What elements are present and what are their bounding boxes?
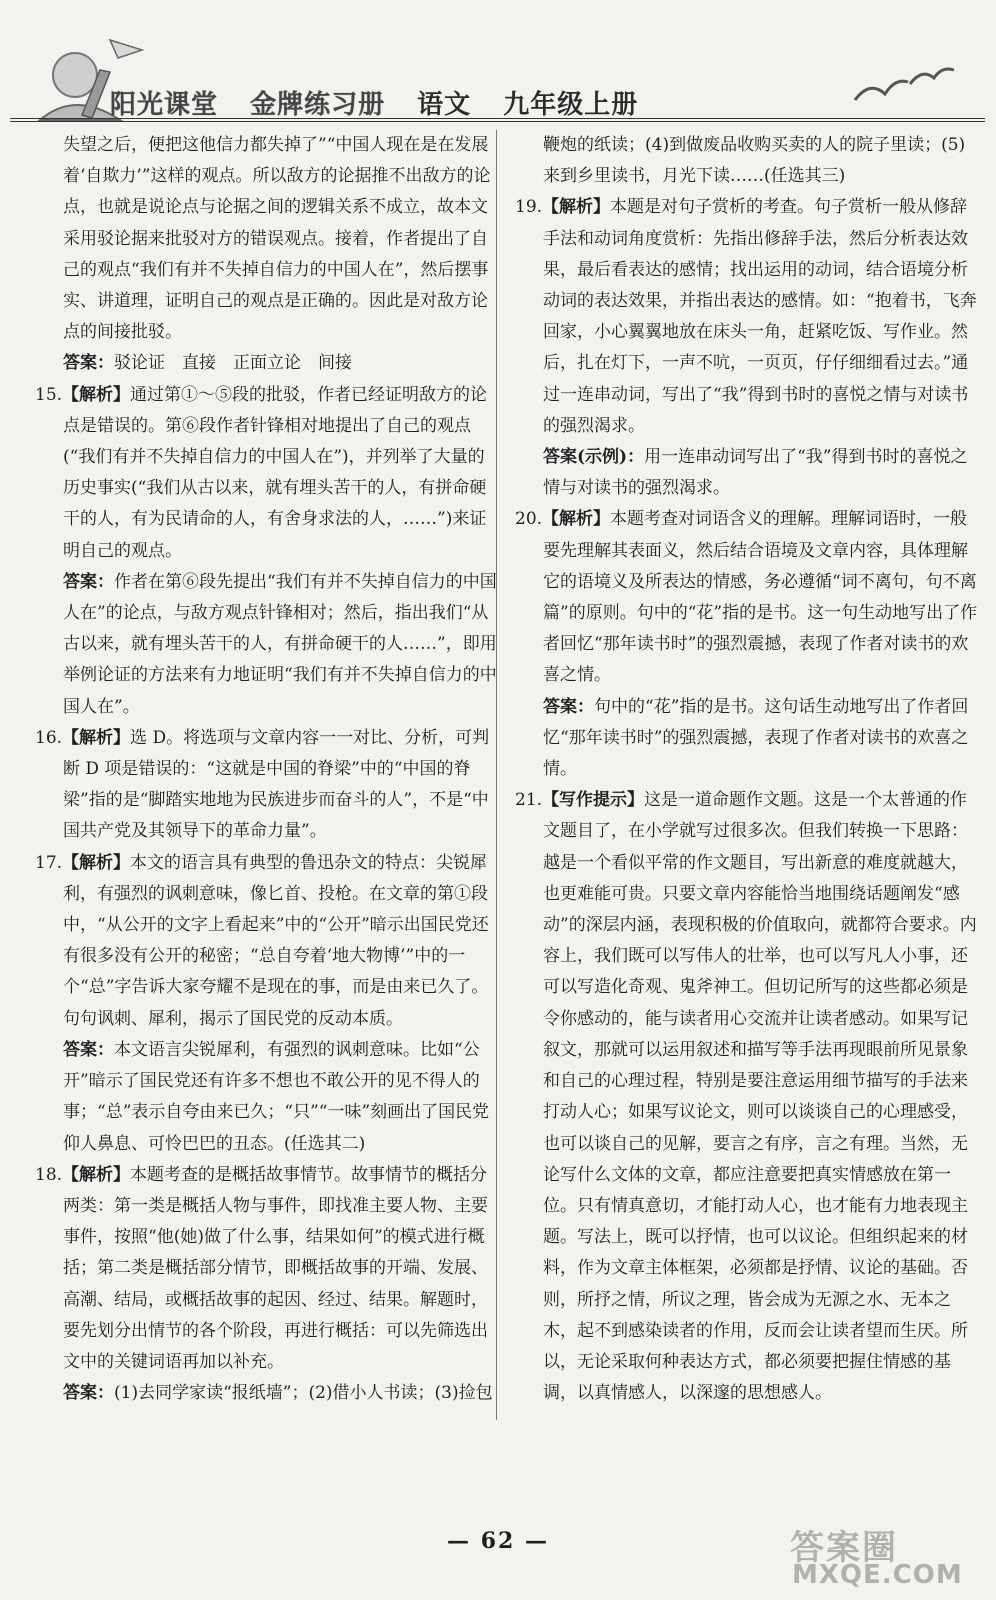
- question-number: 16.: [35, 727, 63, 748]
- answer-label: 答案：: [543, 696, 594, 717]
- answer-text: 句中的“花”指的是书。这句话生动地写出了作者回忆“那年读书时”的强烈震撼，表现了作者对读书的欢喜之情。: [543, 696, 969, 780]
- watermark-text: 答案圈: [790, 1528, 898, 1568]
- subject-name: 语文: [417, 90, 472, 120]
- header-rule: [10, 118, 985, 122]
- analysis-tag: 【解析】: [62, 384, 131, 405]
- brand-name: 阳光课堂: [110, 90, 219, 120]
- answer-label: 答案：: [63, 1383, 114, 1404]
- answer-label: 答案：: [63, 1039, 114, 1060]
- watermark-url: MXQE.COM: [792, 1560, 963, 1590]
- analysis-text: 本题是对句子赏析的考查。句子赏析一般从修辞手法和动词角度赏析：先指出修辞手法，然后分析表达效果，最后看表达的感情；找出运用的动词，结合语境分析动词的表达效果，并指出表达的感情。如：“抱着书，飞奔回家，小心翼翼地放在床头一角，赶紧吃饭、写作业。然后，扎在灯下，一声不吭，一页页，仔仔细细看过去。”通过一连串动词，写出了“我”得到书时的喜悦之情与对读书的强烈渴求。: [543, 197, 977, 436]
- question-19-answer: [515, 442, 980, 504]
- right-column: [515, 130, 980, 1409]
- question-20-analysis: [515, 504, 980, 691]
- analysis-text: 通过第①～⑤段的批驳，作者已经证明敌方的论点是错误的。第⑥段作者针锋相对地提出了自己的观点(“我们有并不失掉自信力的中国人在”)，并列举了大量的历史事实(“我们从古以来，就有埋头苦干的人，有拼命硬干的人，有为民请命的人，有舍身求法的人，……”)来证明自己的观点。: [63, 384, 488, 561]
- intro-answer: [35, 348, 500, 379]
- header-brand: [110, 84, 660, 121]
- answer-text: 驳论证 直接 正面立论 间接: [114, 353, 352, 374]
- analysis-text: 本题考查对词语含义的理解。理解词语时，一般要先理解其表面义，然后结合语境及文章内容，具体理解它的语境义及所表达的情感，务必遵循“词不离句，句不离篇”的原则。句中的“花”指的是书。这一句生动地写出了作者回忆“那年读书时”的强烈震撼，表现了作者对读书的欢喜之情。: [543, 509, 978, 686]
- writing-tips-text: 这是一道命题作文题。这是一个太普通的作文题目了，在小学就写过很多次。但我们转换一下思路：越是一个看似平常的作文题目，写出新意的难度就越大，也更难能可贵。只要文章内容能恰当地围绕话题阐发“感动”的深层内涵，表现积极的价值取向，就都符合要求。内容上，我们既可以写伟人的壮举，也可以写凡人小事，还可以写造化奇观、鬼斧神工。但切记所写的这些都必须是令你感动的，能与读者用心交流并让读者感动。如果写记叙文，那就可以运用叙述和描写等手法再现眼前所见景象和自己的心理过程，特别是要注意运用细节描写的手法来打动人心；如果写议论文，则可以谈谈自己的心理感受，也可以谈自己的见解，要言之有序，言之有理。当然，无论写什么文体的文章，都应注意要把真实情感放在第一位。只有情真意切，才能打动人心，也才能有力地表现主题。写法上，既可以抒情，也可以议论。但组织起来的材料，作为文章主体框架，必须都是抒情、议论的基础。否则，所抒之情，所议之理，皆会成为无源之水、无本之木，起不到感染读者的作用，反而会让读者望而生厌。所以，无论采取何种表达方式，都必须要把握住情感的基调，以真情感人，以深邃的思想感人。: [543, 790, 977, 1404]
- analysis-text: 选 D。将选项与文章内容一一对比、分析，可判断 D 项是错误的：“这就是中国的脊梁”中的“中国的脊梁”指的是“脚踏实地地为民族进步而奋斗的人”，不是“中国共产党及其领导下的革命力量”。: [63, 727, 490, 842]
- question-17-answer: [35, 1035, 500, 1160]
- question-17-analysis: [35, 848, 500, 1035]
- question-15-answer: [35, 567, 500, 723]
- flying-birds-icon: [850, 60, 960, 110]
- question-number: 19.: [515, 197, 543, 218]
- page-number: — 62 —: [447, 1528, 549, 1554]
- question-19-analysis: [515, 192, 980, 442]
- site-watermark: [790, 1520, 990, 1592]
- answer-text: 本文语言尖锐犀利，有强烈的讽刺意味。比如“公开”暗示了国民党还有许多不想也不敢公开的见不得人的事；“总”表示自夸由来已久；“只”“一味”刻画出了国民党仰人鼻息、可怜巴巴的丑态。(任选其二): [63, 1039, 490, 1154]
- sun-logo-icon: [30, 20, 150, 140]
- writing-tips-tag: 【写作提示】: [542, 790, 645, 811]
- question-number: 18.: [35, 1164, 63, 1185]
- left-column: [35, 130, 500, 1409]
- analysis-tag: 【解析】: [62, 1164, 131, 1185]
- question-18-analysis: [35, 1160, 500, 1378]
- question-number: 20.: [515, 509, 543, 530]
- analysis-tag: 【解析】: [542, 197, 611, 218]
- question-20-answer: [515, 692, 980, 786]
- grade-name: 九年级上册: [503, 90, 639, 120]
- series-name: 金牌练习册: [250, 90, 386, 120]
- answer-label: 答案：: [63, 571, 114, 592]
- intro-analysis-continued: 失望之后，便把这他信力都失掉了”“中国人现在是在发展着‘自欺力’”这样的观点。所以敌方的论据推不出敌方的论点，也就是说论点与论据之间的逻辑关系不成立，故本文采用驳论据来批驳对方的错误观点。接着，作者提出了自己的观点“我们有并不失掉自信力的中国人在”，然后摆事实、讲道理，证明自己的观点是正确的。因此是对敌方论点的间接批驳。: [63, 135, 491, 343]
- question-18-answer-continued: 鞭炮的纸读；(4)到做废品收购买卖的人的院子里读；(5)来到乡里读书，月光下读……(任选其三): [543, 135, 966, 187]
- answer-label: 答案：: [63, 353, 114, 374]
- analysis-tag: 【解析】: [62, 852, 131, 873]
- question-number: 21.: [515, 790, 543, 811]
- analysis-tag: 【解析】: [542, 509, 611, 530]
- question-number: 15.: [35, 384, 63, 405]
- analysis-text: 本题考查的是概括故事情节。故事情节的概括分两类：第一类是概括人物与事件，即找准主要人物、主要事件，按照“他(她)做了什么事，结果如何”的模式进行概括；第二类是概括部分情节，即概括故事的开端、发展、高潮、结局，或概括故事的起因、经过、结果。解题时，要先划分出情节的各个阶段，再进行概括：可以先筛选出文中的关键词语再加以补充。: [63, 1164, 488, 1372]
- question-number: 17.: [35, 852, 63, 873]
- answer-text: 用一连串动词写出了“我”得到书时的喜悦之情与对读书的强烈渴求。: [543, 447, 968, 499]
- question-16-analysis: [35, 723, 500, 848]
- page-header: [0, 0, 996, 150]
- answer-label: 答案(示例)：: [543, 447, 645, 468]
- answer-text: (1)去同学家读“报纸墙”；(2)借小人书读；(3)捡包: [114, 1383, 493, 1404]
- answer-text: 作者在第⑥段先提出“我们有并不失掉自信力的中国人在”的论点，与敌方观点针锋相对；然后，指出我们“从古以来，就有埋头苦干的人，有拼命硬干的人……”，即用举例论证的方法来有力地证明“我们有并不失掉自信力的中国人在”。: [63, 571, 497, 717]
- analysis-tag: 【解析】: [62, 727, 131, 748]
- question-21-writing-tips: [515, 785, 980, 1409]
- question-18-answer: [35, 1378, 500, 1409]
- analysis-text: 本文的语言具有典型的鲁迅杂文的特点：尖锐犀利，有强烈的讽刺意味，像匕首、投枪。在文章的第①段中，“从公开的文字上看起来”中的“公开”暗示出国民党还有很多没有公开的秘密；“总自夸着‘地大物博’”中的一个“总”字告诉大家夸耀不是现在的事，而是由来已久了。句句讽刺、犀利，揭示了国民党的反动本质。: [63, 852, 489, 1029]
- question-15-analysis: [35, 380, 500, 567]
